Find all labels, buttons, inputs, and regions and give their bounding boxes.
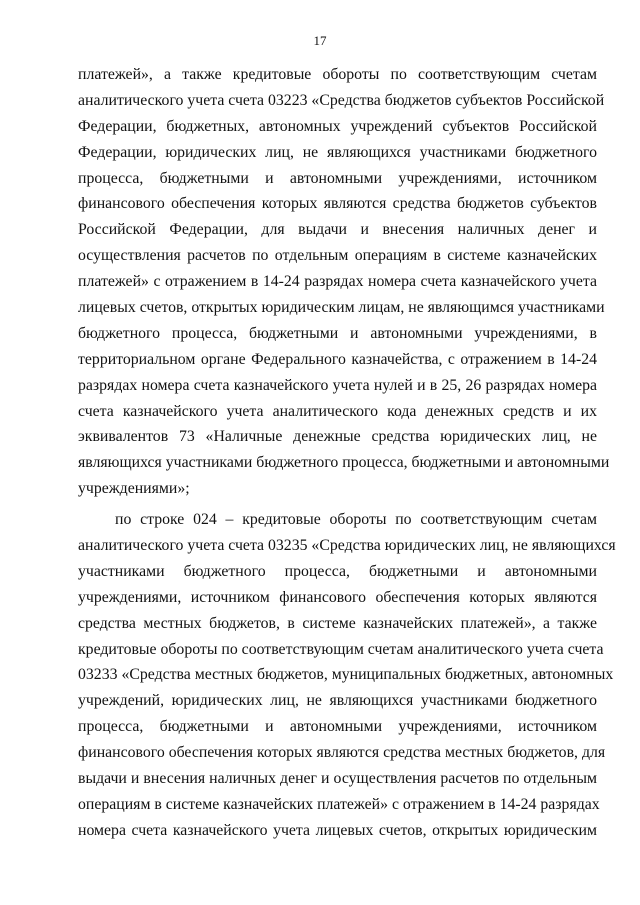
text-line: по строке 024 – кредитовые обороты по соответствующим счетам [115,511,597,529]
text-line: платежей» с отражением в 14-24 разрядах номера счета казначейского учета [78,273,597,291]
text-line: осуществления расчетов по отдельным операциям в системе казначейских [78,247,597,265]
text-line: операциям в системе казначейских платежей» с отражением в 14-24 разрядах [78,795,600,813]
text-line: территориальном органе Федерального казначейства, с отражением в 14-24 [78,350,597,368]
text-line: разрядах номера счета казначейского учета нулей и в 25, 26 разрядах номера [78,376,597,394]
text-line: средства местных бюджетов, в системе казначейских платежей», а также [78,614,597,632]
text-line: номера счета казначейского учета лицевых счетов, открытых юридическим [78,821,597,839]
text-line: лицевых счетов, открытых юридическим лицам, не являющимся участниками [78,299,605,317]
text-line: финансового обеспечения которых являются средства бюджетов субъектов [78,195,597,213]
text-line: являющихся участниками бюджетного процесса, бюджетными и автономными [78,454,610,472]
paragraph-2 [78,507,616,844]
text-line: платежей», а также кредитовые обороты по соответствующим счетам [78,66,597,83]
text-line: Российской Федерации, для выдачи и внесения наличных денег и [78,221,597,239]
text-line: процесса, бюджетными и автономными учреждениями, источником [78,718,597,736]
text-line: аналитического учета счета 03223 «Средства бюджетов субъектов Российской [78,91,605,109]
text-line: эквивалентов 73 «Наличные денежные средства юридических лиц, не [78,428,597,446]
paragraph-1 [78,62,610,502]
text-line: Федерации, юридических лиц, не являющихся участниками бюджетного [78,143,597,161]
text-line: финансового обеспечения которых являются средства местных бюджетов, для [78,744,606,762]
text-line: процесса, бюджетными и автономными учреждениями, источником [78,169,597,187]
text-line: выдачи и внесения наличных денег и осуществления расчетов по отдельным [78,770,597,788]
text-line: учреждениями, источником финансового обеспечения которых являются [78,588,597,606]
document-body [78,62,616,844]
text-line: учреждениями»; [78,480,190,498]
text-line: аналитического учета счета 03235 «Средства юридических лиц, не являющихся [78,537,616,555]
text-line: кредитовые обороты по соответствующим счетам аналитического учета счета [78,640,604,658]
text-line: Федерации, бюджетных, автономных учреждений субъектов Российской [78,117,597,135]
text-line: счета казначейского учета аналитического кода денежных средств и их [78,402,597,420]
text-line: 03233 «Средства местных бюджетов, муниципальных бюджетных, автономных [78,666,614,684]
text-line: участниками бюджетного процесса, бюджетными и автономными [78,562,597,580]
text-line: учреждений, юридических лиц, не являющихся участниками бюджетного [78,692,597,710]
text-line: бюджетного процесса, бюджетными и автономными учреждениями, в [78,324,597,342]
page-number: 17 [313,33,327,48]
